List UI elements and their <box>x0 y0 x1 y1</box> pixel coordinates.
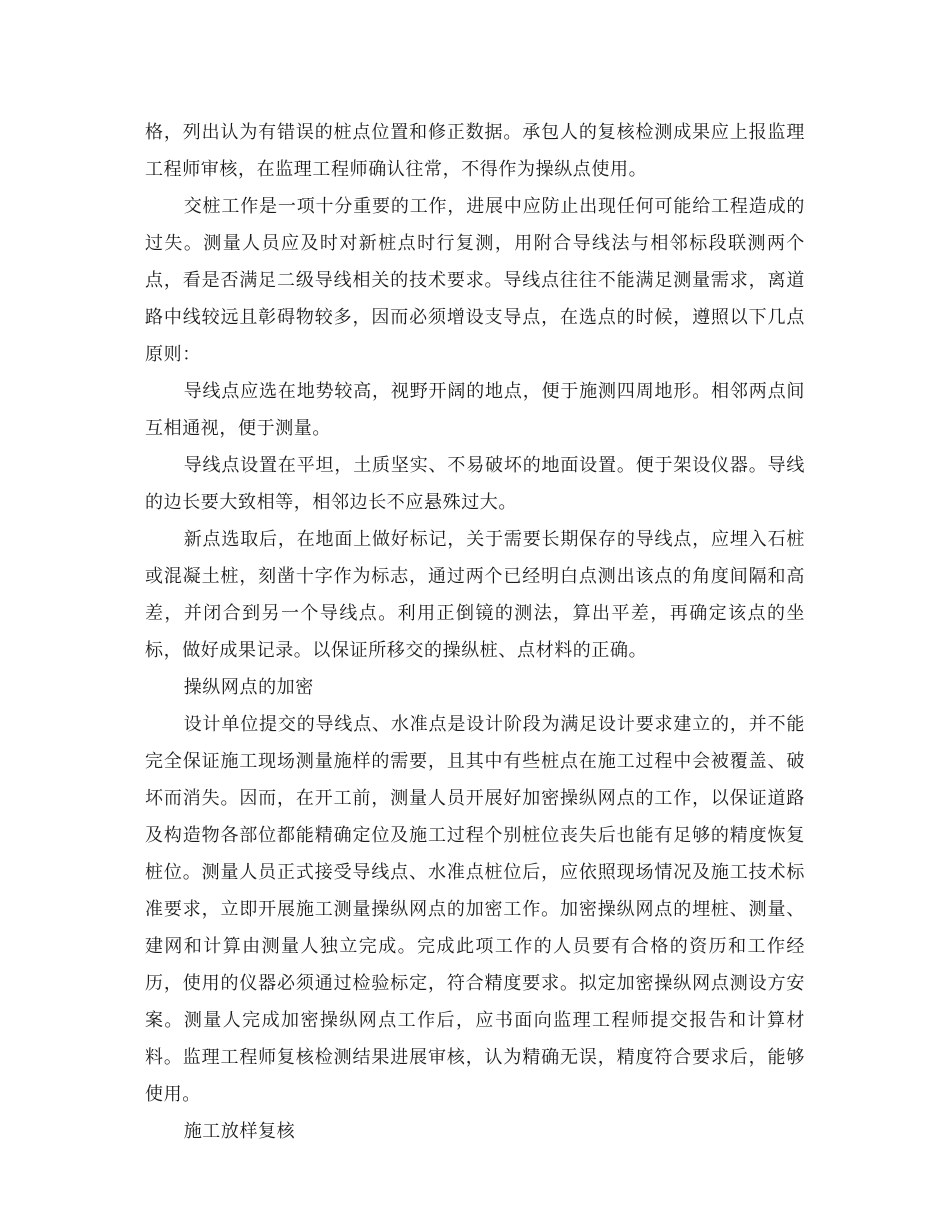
paragraph-new-point-marking: 新点选取后，在地面上做好标记，关于需要长期保存的导线点，应埋入石桩或混凝土桩，刻凿十字作为标志，通过两个已经明白点测出该点的角度间隔和高差，并闭合到另一个导线点。利用正倒镜的测法，算出平差，再确定该点的坐标，做好成果记录。以保证所移交的操纵桩、点材料的正确。 <box>145 529 805 661</box>
section-heading-control-network-densification: 操纵网点的加密 <box>183 677 314 698</box>
paragraph-densification-details: 设计单位提交的导线点、水准点是设计阶段为满足设计要求建立的，并不能完全保证施工现场测量施样的需要，且其中有些桩点在施工过程中会被覆盖、破坏而消失。因而，在开工前，测量人员开展好加密操纵网点的工作，以保证道路及构造物各部位都能精确定位及施工过程个别桩位丧失后也能有足够的精度恢复桩位。测量人员正式接受导线点、水准点桩位后，应依照现场情况及施工技术标准要求，立即开展施工测量操纵网点的加密工作。加密操纵网点的埋桩、测量、建网和计算由测量人独立完成。完成此项工作的人员要有合格的资历和工作经历，使用的仪器必须通过检验标定，符合精度要求。拟定加密操纵网点测设方安案。测量人完成加密操纵网点工作后，应书面向监理工程师提交报告和计算材料。监理工程师复核检测结果进展审核，认为精确无误，精度符合要求后，能够使用。 <box>145 714 805 1105</box>
paragraph-stake-handover: 交桩工作是一项十分重要的工作，进展中应防止出现任何可能给工程造成的过失。测量人员应及时对新桩点时行复测，用附合导线法与相邻标段联测两个点，看是否满足二级导线相关的技术要求。导线点往往不能满足测量需求，离道路中线较远且彰碍物较多，因而必须增设支导点，在选点的时候，遵照以下几点原则： <box>145 196 805 365</box>
document-body <box>145 114 805 1150</box>
paragraph-continuation: 格，列出认为有错误的桩点位置和修正数据。承包人的复核检测成果应上报监理工程师审核，在监理工程师确认往常，不得作为操纵点使用。 <box>145 122 805 180</box>
section-heading-layout-check: 施工放样复核 <box>183 1121 296 1142</box>
paragraph-principle-high-ground: 导线点应选在地势较高，视野开阔的地点，便于施测四周地形。相邻两点间互相通视，便于测量。 <box>145 381 805 439</box>
paragraph-principle-flat-ground: 导线点设置在平坦，土质坚实、不易破坏的地面设置。便于架设仪器。导线的边长要大致相等，相邻边长不应悬殊过大。 <box>145 455 805 513</box>
